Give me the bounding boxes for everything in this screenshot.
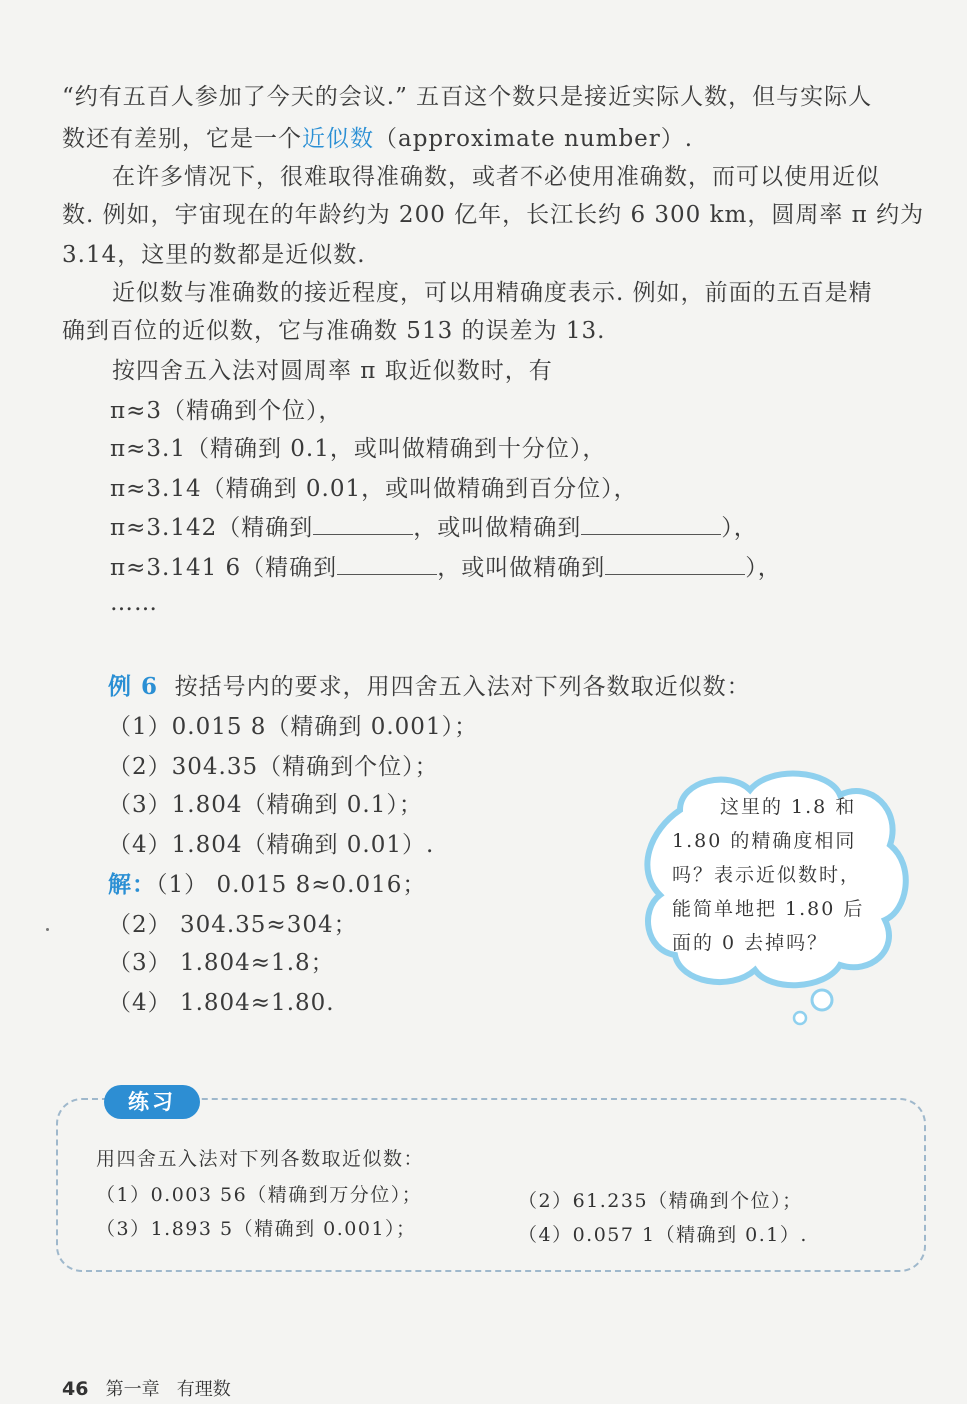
exercise-item: （2）61.235（精确到个位）； [518,1190,803,1212]
exercise-item: （1）0.003 56（精确到万分位）； [96,1184,423,1206]
page-number: 46 [62,1378,89,1400]
paragraph-1-term-english: （approximate number）. [374,126,694,152]
pi-approx-line-4 [110,512,758,543]
solution-item: （3） 1.804≈1.8； [108,950,335,976]
paragraph-1-line-2 [62,124,693,154]
exercise-prompt: 用四舍五入法对下列各数取近似数： [96,1148,425,1170]
pi-line-4-middle: ，或叫做精确到 [413,515,582,541]
fill-in-blank [337,552,437,575]
example-item: （4）1.804（精确到 0.01）. [108,832,435,858]
example-prompt: 按括号内的要求，用四舍五入法对下列各数取近似数： [174,674,751,700]
paragraph-3-line-1: 近似数与准确数的接近程度，可以用精确度表示. 例如，前面的五百是精 [112,280,873,306]
pi-approx-line-5 [110,552,782,583]
fill-in-blank [581,512,721,535]
page-footer [62,1378,231,1401]
chapter-label: 第一章 [105,1379,160,1400]
stray-dot [46,928,49,931]
example-item: （2）304.35（精确到个位）； [108,754,439,780]
pi-line-5-start: π≈3.141 6（精确到 [110,555,338,581]
example-item: （1）0.015 8（精确到 0.001）； [108,714,479,740]
term-approximate-number: 近似数 [302,126,374,152]
fill-in-blank [313,512,413,535]
example-item: （3）1.804（精确到 0.1）； [108,792,423,818]
paragraph-1-line-1: “约有五百人参加了今天的会议.” 五百这个数只是接近实际人数，但与实际人 [62,84,873,110]
exercise-tag: 练习 [104,1085,200,1119]
solution-item: （2） 304.35≈304； [108,912,358,938]
pi-approx-line-2: π≈3.1（精确到 0.1，或叫做精确到十分位）， [110,436,607,462]
solution-first-line [108,870,426,900]
pi-line-4-start: π≈3.142（精确到 [110,515,314,541]
example-label: 例 6 [108,673,159,700]
solution-item: （1） 0.015 8≈0.016； [156,872,427,898]
pi-line-5-middle: ，或叫做精确到 [437,555,606,581]
paragraph-1-text: 数还有差别，它是一个 [62,126,302,152]
solution-label: 解： [108,871,156,898]
paragraph-2-line-1: 在许多情况下，很难取得准确数，或者不必使用准确数，而可以使用近似 [112,164,880,190]
paragraph-2-line-2: 数. 例如，宇宙现在的年龄约为 200 亿年，长江长约 6 300 km，圆周率 π 约为 [62,202,925,228]
paragraph-2-line-3: 3.14，这里的数都是近似数. [62,242,366,268]
solution-item: （4） 1.804≈1.80. [108,990,335,1016]
fill-in-blank [605,552,745,575]
exercise-item: （3）1.893 5（精确到 0.001）； [96,1218,417,1240]
paragraph-3-line-2: 确到百位的近似数，它与准确数 513 的误差为 13. [62,318,606,344]
pi-line-5-end: ）， [745,555,782,581]
ellipsis: …… [110,590,158,616]
example-heading [108,672,751,702]
exercise-item: （4）0.057 1（精确到 0.1）. [518,1224,808,1246]
paragraph-4-line-1: 按四舍五入法对圆周率 π 取近似数时，有 [112,358,553,384]
pi-approx-line-1: π≈3（精确到个位）， [110,398,343,424]
chapter-title: 有理数 [176,1379,231,1400]
thought-bubble-text: 这里的 1.8 和 1.80 的精确度相同吗？表示近似数时，能简单地把 1.80 后面的 0 去掉吗？ [672,796,865,954]
pi-line-4-end: ）， [721,515,758,541]
pi-approx-line-3: π≈3.14（精确到 0.01，或叫做精确到百分位）， [110,476,638,502]
